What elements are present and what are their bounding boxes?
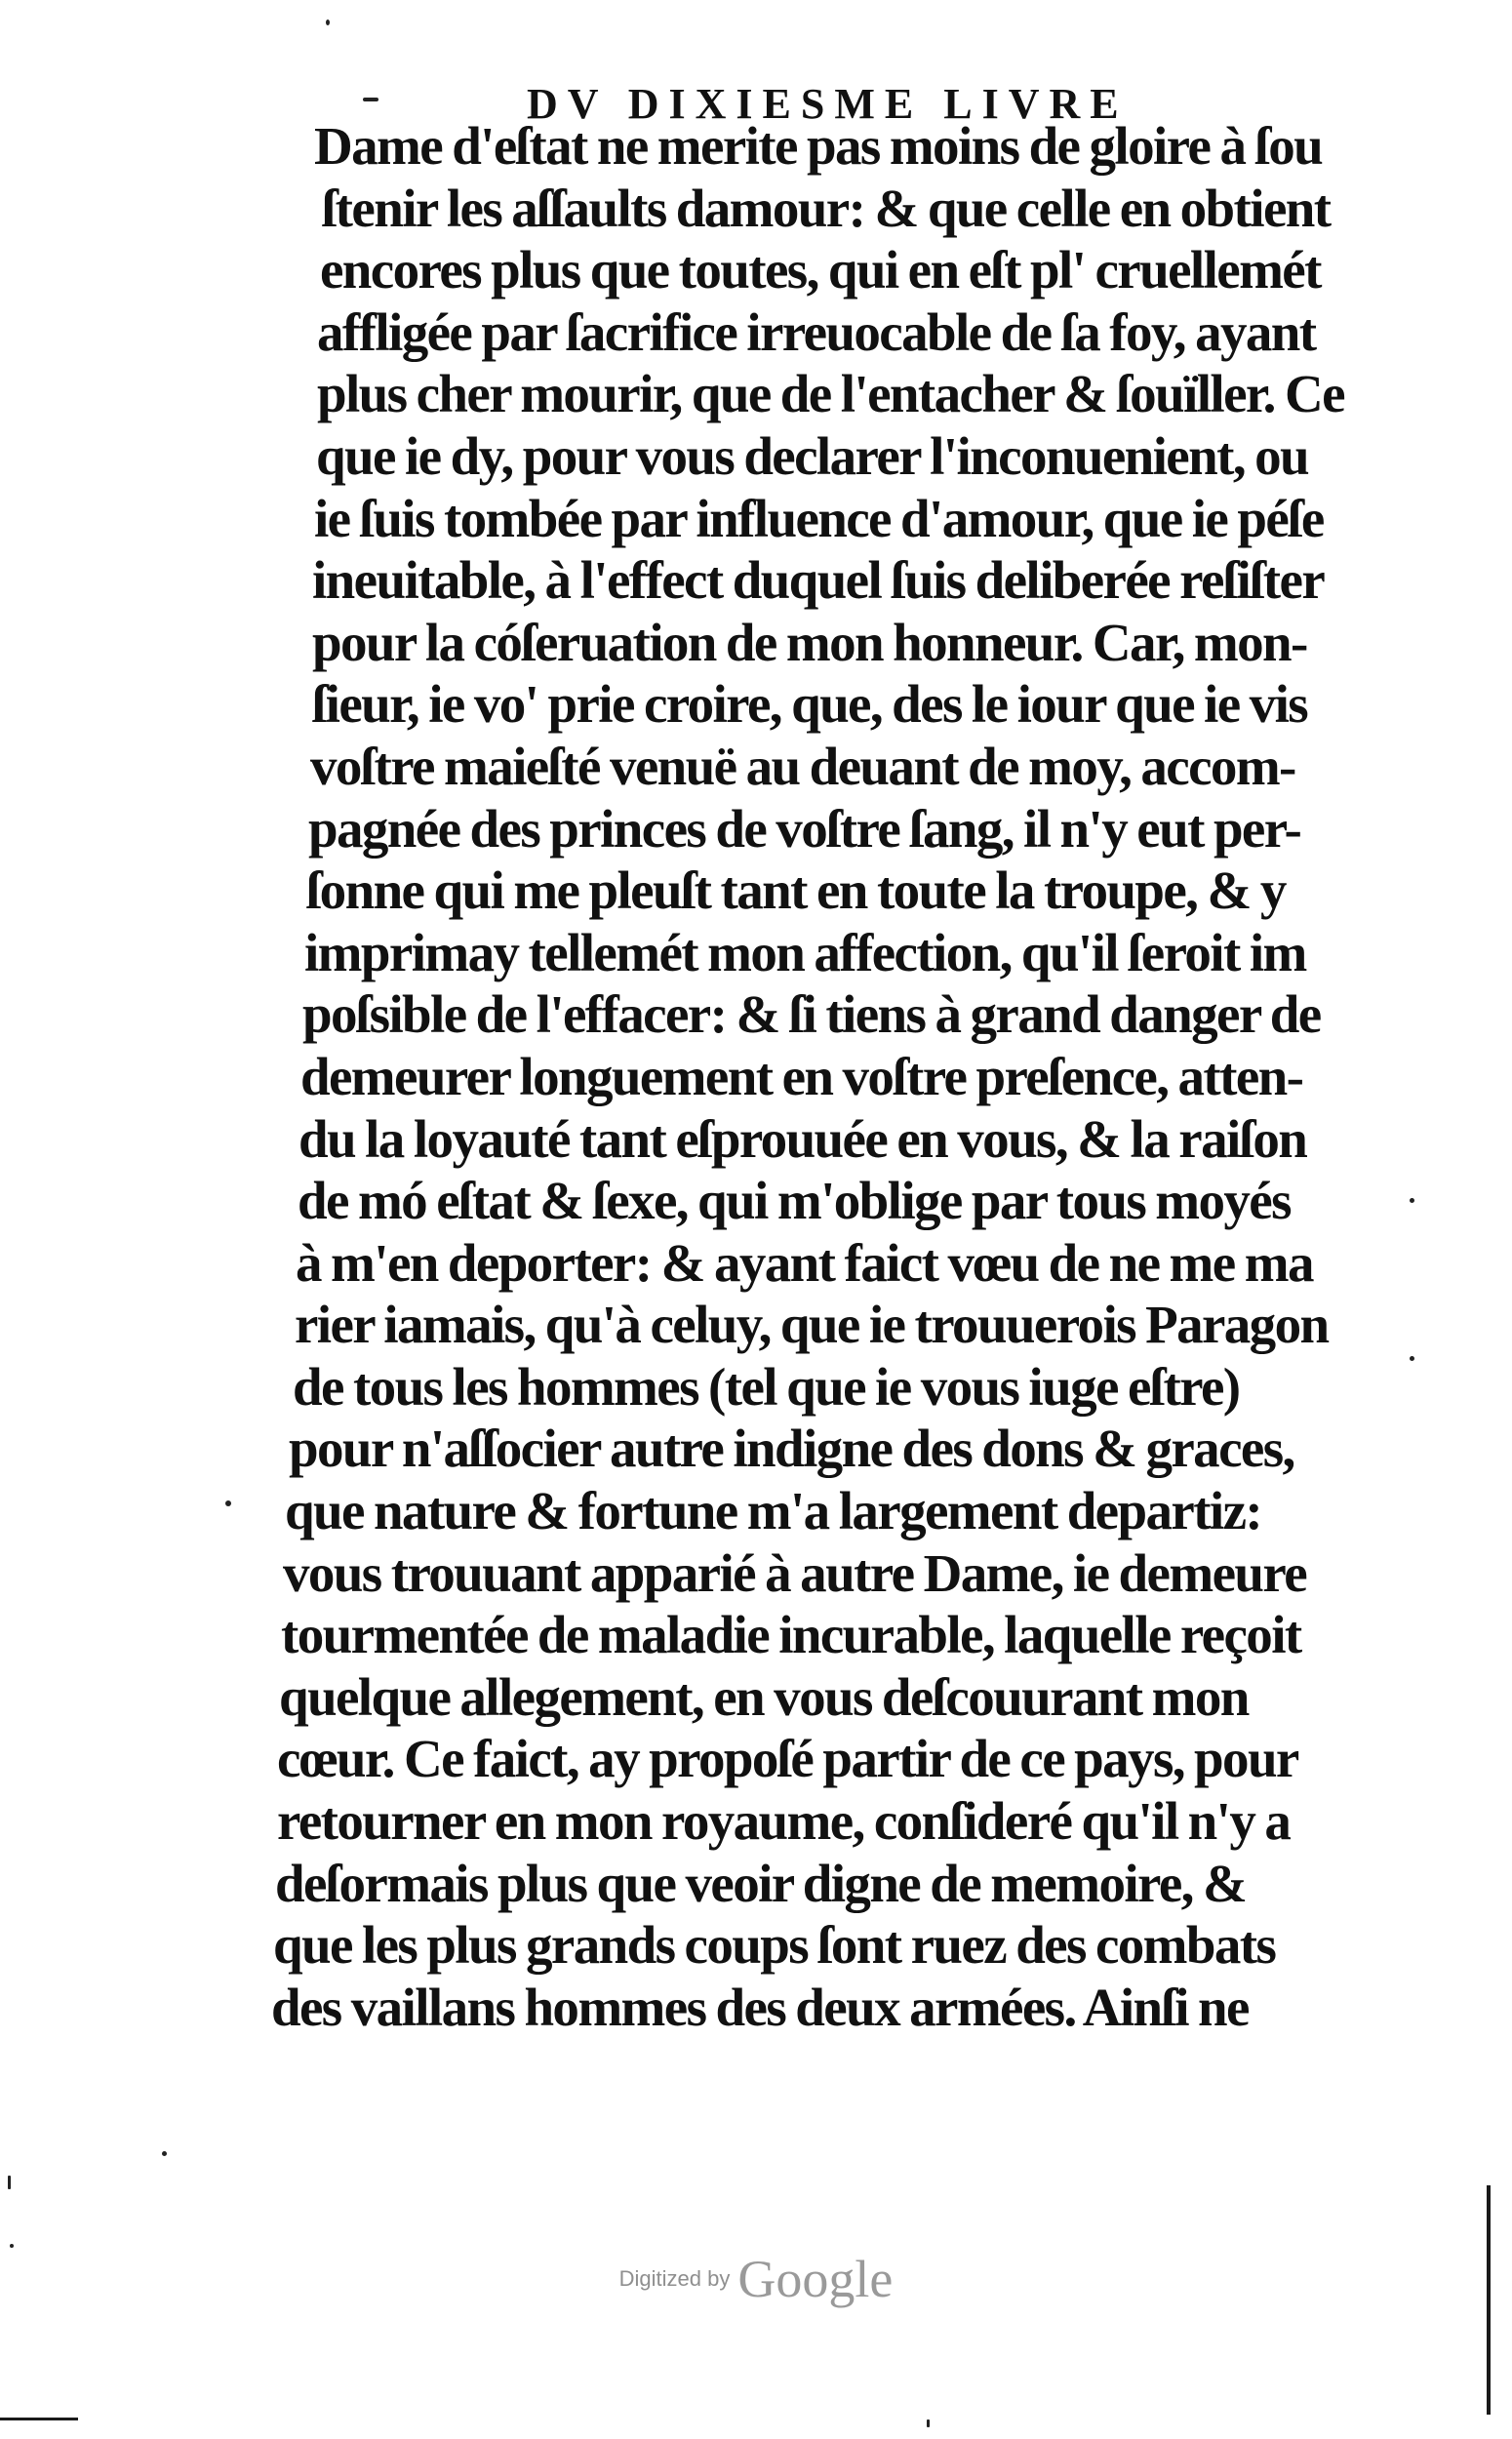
scan-speck [162,2151,167,2156]
text-line: demeurer longuement en voſtre preſence, atten- [300,1046,1303,1106]
text-line: vous trouuant apparié à autre Dame, ie demeure [283,1542,1307,1603]
digitization-watermark [0,2249,1512,2309]
text-line: pour n'aſſocier autre indigne des dons & graces, [289,1419,1294,1479]
scan-speck [1410,1198,1414,1203]
text-line: deſormais plus que veoir digne de memoire, & [275,1853,1247,1913]
scan-speck [326,20,330,25]
text-line: pagnée des princes de voſtre ſang, il n'y eut per- [308,798,1301,859]
digitized-by-label: Digitized by [618,2266,731,2291]
text-line: imprimay tellemét mon affection, qu'il ſeroit im [304,922,1306,982]
text-line: que nature & fortune m'a largement departiz: [285,1481,1262,1541]
text-line: voſtre maieſté venuë au deuant de moy, accom- [310,736,1295,796]
text-line: ſtenir les aſſaults damour: & que celle en obtient [322,178,1331,238]
text-line: de mó eſtat & ſexe, qui m'oblige par tous moyés [298,1171,1291,1231]
text-line: tourmentée de maladie incurable, laquelle reçoit [281,1605,1301,1665]
scan-speck [1410,1356,1414,1361]
text-line: ſonne qui me pleuſt tant en toute la troupe, & y [306,860,1286,921]
text-line: des vaillans hommes des deux armées. Ainſi ne [271,1977,1249,2037]
scan-speck [363,98,378,101]
text-line: ſieur, ie vo' prie croire, que, des le iour que ie vis [312,674,1308,735]
text-line: de tous les hommes (tel que ie vous iuge eſtre) [293,1356,1240,1417]
text-line: plus cher mourir, que de l'entacher & ſouïller. Ce [317,364,1344,424]
google-wordmark: Google [737,2250,894,2308]
text-line: cœur. Ce faict, ay propoſé partir de ce pays, pour [277,1729,1298,1789]
text-line: pour la cóſeruation de mon honneur. Car, mon- [312,612,1307,672]
text-line: affligée par ſacrifice irreuocable de ſa foy, ayant [317,301,1316,362]
text-line: du la loyauté tant eſprouuée en vous, & la raiſon [298,1108,1307,1169]
text-line: ie ſuis tombée par influence d'amour, que ie péſe [314,488,1324,548]
text-line: quelque allegement, en vous deſcouurant mon [279,1666,1249,1727]
text-line: rier iamais, qu'à celuy, que ie trouuerois Paragon [295,1295,1329,1355]
scan-edge-line-right [1487,2185,1491,2415]
body-text [271,115,1395,2038]
text-line: retourner en mon royaume, conſideré qu'il n'y a [277,1791,1291,1852]
text-line: ineuitable, à l'effect duquel ſuis deliberée reſiſter [312,550,1325,611]
scan-speck [8,2176,11,2189]
text-line: à m'en deporter: & ayant faict vœu de ne me ma [296,1232,1313,1293]
scan-speck [225,1500,231,1506]
scan-edge-line-bottom [0,2418,78,2420]
text-line: encores plus que toutes, qui en eſt pl' cruellemét [320,240,1321,300]
text-line: que ie dy, pour vous declarer l'inconuenient, ou [316,425,1309,486]
text-line: poſsible de l'effacer: & ſi tiens à grand danger de [302,984,1321,1045]
text-line: Dame d'eſtat ne merite pas moins de gloire à ſou [314,116,1323,176]
scan-speck [927,2419,930,2427]
text-line: que les plus grands coups ſont ruez des combats [273,1915,1276,1976]
running-head: DV DIXIESME LIVRE [527,80,1129,128]
scan-speck [10,2244,14,2248]
